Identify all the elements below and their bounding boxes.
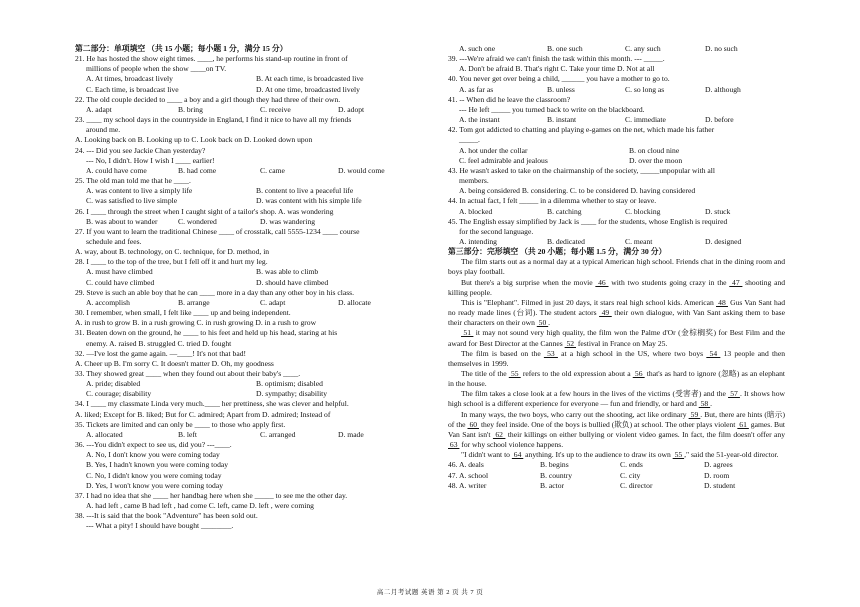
question-line: 21. He has hosted the show eight times. ____, he performs his stand-up routine in front of xyxy=(75,54,348,64)
option-text: C. arranged xyxy=(260,429,296,439)
question-line-indent: millions of people when the show ____on TV. xyxy=(86,64,227,74)
option-text: D. stuck xyxy=(705,206,731,216)
question-line-indent: A. had left , came B had left , had come C. left, came D. left , were coming xyxy=(86,501,314,511)
option-text: D. made xyxy=(338,429,364,439)
question-line-indent: for the second language. xyxy=(459,226,534,236)
question-line: 24. --- Did you see Jackie Chan yesterday? xyxy=(75,145,206,155)
option-text: C. was satisfied to live simple xyxy=(86,196,178,206)
option-text: D. although xyxy=(705,84,741,94)
option-text: C. so long as xyxy=(625,84,665,94)
option-text: D. agrees xyxy=(704,460,733,470)
right-column xyxy=(448,44,785,491)
option-text: D. At one time, broadcasted lively xyxy=(256,84,360,94)
options-row xyxy=(448,146,785,156)
option-text: B. actor xyxy=(540,480,565,490)
question-line: 43. He wasn't asked to take on the chairmanship of the society, _____unpopular with all xyxy=(448,165,716,175)
options-row xyxy=(75,74,427,84)
option-text: A. such one xyxy=(459,44,496,53)
option-text: A. blocked xyxy=(459,206,493,216)
option-text: C. director xyxy=(620,480,653,490)
options-row xyxy=(448,44,785,54)
blank-number: 57 xyxy=(728,389,740,399)
question-line-indent: --- What a pity! I should have bought ________. xyxy=(86,521,234,531)
option-text: B. one such xyxy=(547,44,583,53)
option-text: B. unless xyxy=(547,84,575,94)
passage-paragraph: But there's a big surprise when the movie 46 with two students going crazy in the 47 shooting and killing people. xyxy=(448,277,786,297)
blank-number: 49 xyxy=(599,308,612,318)
options-row xyxy=(75,430,427,440)
question-line-indent: enemy. A. raised B. struggled C. tried D. fought xyxy=(86,338,232,348)
question-line-indent: around me. xyxy=(86,125,121,135)
blank-number: 46 xyxy=(595,277,609,287)
question-line: 38. ---It is said that the book "Adventure" has been sold out. xyxy=(75,511,258,521)
option-text: A. must have climbed xyxy=(86,267,153,277)
option-text: C. adapt xyxy=(260,297,286,307)
blank-number: 48 xyxy=(716,297,728,307)
question-line-indent: A. Don't be afraid B. That's right C. Take your time D. Not at all xyxy=(459,64,655,74)
question-line: 45. The English essay simplified by Jack is ____ for the students, whose English is required xyxy=(448,216,728,226)
blank-number: 61 xyxy=(737,419,749,429)
option-text: A. the instant xyxy=(459,115,500,125)
option-text: C. came xyxy=(260,165,285,175)
blank-number: 47 xyxy=(729,277,743,287)
option-text: D. would come xyxy=(338,165,385,175)
option-text: B. arrange xyxy=(178,297,210,307)
option-text: B. content to live a peaceful life xyxy=(256,186,354,196)
options-row xyxy=(75,85,427,95)
option-text: C. city xyxy=(620,470,641,480)
question-line: 23. ____ my school days in the countryside in England, I find it nice to have all my friends xyxy=(75,115,352,125)
options-row xyxy=(75,186,427,196)
options-row xyxy=(75,278,427,288)
option-text: D. allocate xyxy=(338,297,371,307)
question-line: 41. -- When did he leave the classroom? xyxy=(448,94,571,104)
blank-number: 64 xyxy=(511,450,524,460)
question-line: 28. I ____ to the top of the tree, but I fell off it and hurt my leg. xyxy=(75,257,268,267)
option-text: D. was content with his simple life xyxy=(256,196,362,206)
options-row xyxy=(75,105,427,115)
option-text: B. was able to climb xyxy=(256,267,319,277)
option-text: A. accomplish xyxy=(86,297,130,307)
cloze-options-row xyxy=(448,481,785,491)
option-text: 47. A. school xyxy=(448,470,489,480)
option-text: D. over the moon xyxy=(629,155,683,165)
option-text: C. feel admirable and jealous xyxy=(459,155,548,165)
options-row xyxy=(75,379,427,389)
option-text: C. ends xyxy=(620,460,643,470)
blank-number: 55 xyxy=(508,369,521,378)
question-line: 25. The old man told me that he ____. xyxy=(75,176,191,186)
options-row xyxy=(75,166,427,176)
option-text: A. intending xyxy=(459,236,497,246)
passage-paragraph: In many ways, the two boys, who carry out the shooting, act like ordinary 59 . But, there are hints (暗示) of the 60 they feel inside. One of the boys is bullied (欺负) at school. The other plays violent 61 games. But Van Sant isn't 62 their killings on either bullying or violent video games. In fact, the film doesn't offer any 63 for why school violence happens. xyxy=(448,409,786,450)
option-text: D. before xyxy=(705,115,734,125)
option-text: C. blocking xyxy=(625,206,661,216)
option-text: B. had come xyxy=(178,165,217,175)
options-row xyxy=(75,217,427,227)
blank-number: 53 xyxy=(543,348,558,358)
option-text: A. could have come xyxy=(86,165,147,175)
option-text: D. room xyxy=(704,470,730,480)
option-text: B. dedicated xyxy=(547,236,585,246)
option-text: B. At each time, is broadcasted live xyxy=(256,74,364,84)
question-line-indent: B. Yes, I hadn't known you were coming today xyxy=(86,460,229,470)
option-text: D. adopt xyxy=(338,104,365,114)
option-text: C. receive xyxy=(260,104,291,114)
option-text: B. was about to wander xyxy=(86,216,158,226)
question-line: 40. You never get over being a child, ______ you have a mother to go to. xyxy=(448,74,670,84)
left-column xyxy=(75,44,427,532)
question-line: 22. The old couple decided to ____ a boy and a girl though they had three of their own. xyxy=(75,94,341,104)
question-line: 42. Tom got addicted to chatting and playing e-games on the net, which made his father xyxy=(448,125,715,135)
blank-number: 52 xyxy=(564,338,576,348)
blank-number: 55 xyxy=(672,450,685,460)
option-text: B. country xyxy=(540,470,573,480)
options-row xyxy=(75,298,427,308)
option-text: B. left xyxy=(178,429,197,439)
question-line: 30. I remember, when small, I felt like ____ up and being independent. xyxy=(75,308,291,318)
question-line-indent: _____. xyxy=(459,135,480,145)
question-line-indent: schedule and fees. xyxy=(86,236,142,246)
option-text: D. student xyxy=(704,480,736,490)
options-row xyxy=(75,267,427,277)
question-line: 35. Tickets are limited and can only be ____ to those who apply first. xyxy=(75,419,286,429)
section-heading: 第三部分：完形填空 （共 20 小题；每小题 1.5 分，满分 30 分） xyxy=(448,247,667,257)
question-line-indent: C. No, I didn't know you were coming today xyxy=(86,470,222,480)
passage-paragraph: This is "Elephant". Filmed in just 20 days, it stars real high school kids. American 48 Gus Van Sant had no ready made lines (台词). The student actors 49 their own dialogue, with Van Sant asking them to base their characters on their own 50 . xyxy=(448,297,786,328)
blank-number: 54 xyxy=(706,348,721,358)
blank-number: 50 xyxy=(536,318,549,328)
option-text: C. Each time, is broadcast live xyxy=(86,84,179,94)
option-text: D. was wandering xyxy=(260,216,316,226)
options-row xyxy=(75,196,427,206)
question-line: 31. Beaten down on the ground, he ____ to his feet and held up his head, staring at his xyxy=(75,328,338,338)
option-text: B. bring xyxy=(178,104,203,114)
options-row xyxy=(448,237,785,247)
blank-number: 56 xyxy=(632,369,645,378)
option-text: C. could have climbed xyxy=(86,277,155,287)
option-text: C. courage; disability xyxy=(86,389,152,399)
question-line-indent: --- No, I didn't. How I wish I ____ earlier! xyxy=(86,155,215,165)
question-line: A. liked; Except for B. liked; But for C. admired; Apart from D. admired; Instead of xyxy=(75,409,331,419)
passage-paragraph: "I didn't want to 64 anything. It's up to the audience to draw its own 55 ," said the 51-year-old director. xyxy=(461,450,779,460)
option-text: B. on cloud nine xyxy=(629,145,680,155)
option-text: A. adapt xyxy=(86,104,112,114)
cloze-options-row xyxy=(448,460,785,470)
options-row xyxy=(448,115,785,125)
question-line: 32. —I've lost the game again. —____! It's not that bad! xyxy=(75,348,247,358)
question-line: 33. They showed great ____ when they found out about their baby's ____. xyxy=(75,369,301,378)
option-text: 46. A. deals xyxy=(448,460,484,470)
question-line-indent: --- He left _____ you turned back to write on the blackboard. xyxy=(459,104,645,114)
passage-paragraph: The film takes a close look at a few hours in the lives of the victims (受害者) and the 57 . It shows how high school is a different experience for everyone — fun and friendly, or hard and 58 . xyxy=(448,389,785,409)
option-text: D. designed xyxy=(705,236,742,246)
option-text: B. optimism; disabled xyxy=(256,379,323,389)
page-footer: 高二月考试题 英语 第 2 页 共 7 页 xyxy=(376,589,484,596)
option-text: A. At times, broadcast lively xyxy=(86,74,173,84)
option-text: D. sympathy; disability xyxy=(256,389,328,399)
question-line: 27. If you want to learn the traditional Chinese ____ of crosstalk, call 5555-1234 ____ course xyxy=(75,226,360,236)
option-text: A. pride; disabled xyxy=(86,379,141,389)
question-line: 37. I had no idea that she ____ her handbag here when she _____ to see me the other day. xyxy=(75,490,348,500)
blank-number: 58 xyxy=(698,399,711,409)
blank-number: 62 xyxy=(492,429,506,439)
option-text: A. as far as xyxy=(459,84,494,94)
option-text: C. immediate xyxy=(625,115,666,125)
question-line: 29. Steve is such an able boy that he can ____ more in a day than any other boy in his class. xyxy=(75,287,355,297)
option-text: A. was content to live a simply life xyxy=(86,186,193,196)
question-line-indent: members. xyxy=(459,176,489,186)
blank-number: 51 xyxy=(461,328,474,338)
blank-number: 63 xyxy=(448,440,460,450)
options-row xyxy=(75,389,427,399)
blank-number: 59 xyxy=(688,409,701,419)
passage-paragraph: 51 it may not sound very high quality, the film won the Palme d'Or (金棕榈奖) for Best Film and the award for Best Director at the Cannes 52 festival in France on May 25. xyxy=(448,328,786,348)
question-line: A. Looking back on B. Looking up to C. Look back on D. Looked down upon xyxy=(75,135,313,145)
question-line: 26. I ____ through the street when I caught sight of a tailor's shop. A. was wondering xyxy=(75,206,334,216)
options-row xyxy=(448,207,785,217)
question-line: A. way, about B. technology, on C. technique, for D. method, in xyxy=(75,247,270,257)
option-text: D. should have climbed xyxy=(256,277,329,287)
blank-number: 60 xyxy=(467,419,479,429)
question-line: 44. In actual fact, I felt _____ in a dilemma whether to stay or leave. xyxy=(448,196,657,206)
option-text: 48. A. writer xyxy=(448,480,487,490)
option-text: B. begins xyxy=(540,460,569,470)
option-text: C. wondered xyxy=(178,216,217,226)
question-line: 39. ---We're afraid we can't finish the task within this month. --- _____. xyxy=(448,54,665,64)
question-line: 34. I ____ my classmate Linda very much.____ her prettiness, she was clever and helpful. xyxy=(75,399,349,409)
option-text: A. hot under the collar xyxy=(459,145,528,155)
section-heading: 第二部分：单项填空 （共 15 小题；每小题 1 分，满分 15 分） xyxy=(75,44,288,53)
options-row xyxy=(448,156,785,166)
question-line: 36. ---You didn't expect to see us, did you? ---____. xyxy=(75,440,232,450)
passage-paragraph: The film is based on the 53 at a high school in the US, where two boys 54 13 people and then themselves in 1999. xyxy=(448,348,786,368)
cloze-options-row xyxy=(448,471,785,481)
question-line: A. Cheer up B. I'm sorry C. It doesn't matter D. Oh, my goodness xyxy=(75,358,274,368)
option-text: C. meant xyxy=(625,236,653,246)
option-text: C. any such xyxy=(625,44,661,53)
question-line-indent: A. No, I don't know you were coming today xyxy=(86,450,220,460)
options-row xyxy=(448,85,785,95)
question-line-indent: A. being considered B. considering. C. to be considered D. having considered xyxy=(459,186,696,196)
question-line-indent: D. Yes, I won't know you were coming today xyxy=(86,480,223,490)
option-text: A. allocated xyxy=(86,429,123,439)
option-text: B. catching xyxy=(547,206,582,216)
question-line: A. in rush to grow B. in a rush growing C. in rush growing D. in a rush to grow xyxy=(75,318,317,328)
option-text: D. no such xyxy=(705,44,738,53)
option-text: B. instant xyxy=(547,115,577,125)
passage-paragraph: The title of the 55 refers to the old expression about a 56 that's as hard to ignore (忽略) as an elephant in the house. xyxy=(448,369,786,389)
passage-paragraph: The film starts out as a normal day at a typical American high school. Friends chat in the dining room and boys play football. xyxy=(448,257,785,277)
